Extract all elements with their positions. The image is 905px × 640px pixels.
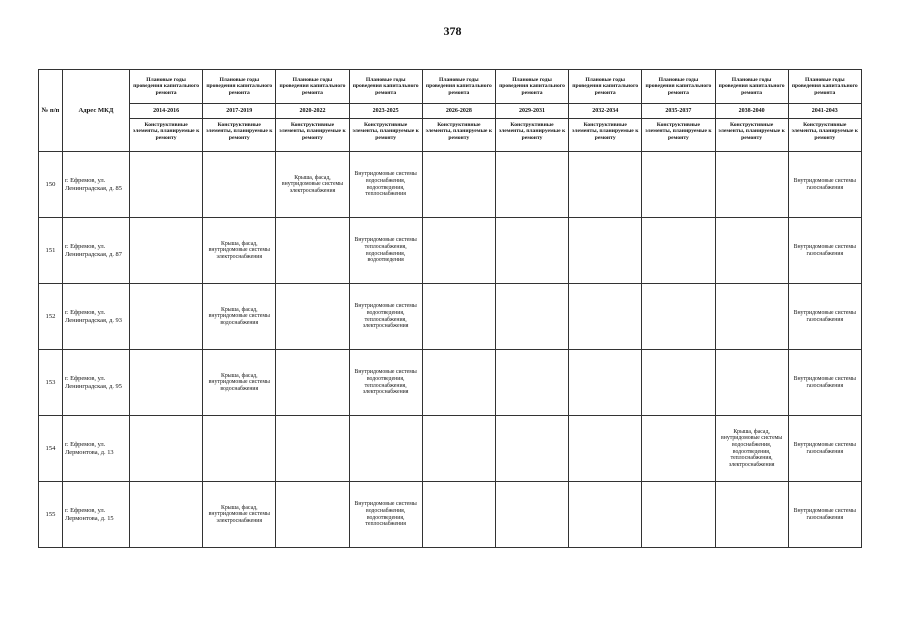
header-structural-elements: Конструктивные элементы, планируемые к ремонту xyxy=(569,119,642,152)
work-cell xyxy=(495,284,568,350)
row-address: г. Ефремов, ул. Ленинградская, д. 93 xyxy=(63,284,130,350)
work-cell xyxy=(495,416,568,482)
header-structural-elements: Конструктивные элементы, планируемые к ремонту xyxy=(715,119,788,152)
row-address: г. Ефремов, ул. Ленинградская, д. 85 xyxy=(63,152,130,218)
header-year-range: 2014-2016 xyxy=(130,104,203,119)
work-cell xyxy=(422,482,495,548)
header-row-planned xyxy=(39,70,862,104)
work-cell xyxy=(569,218,642,284)
header-row-years xyxy=(39,104,862,119)
table-row xyxy=(39,284,862,350)
work-cell: Внутридомовые системы газоснабжения xyxy=(788,284,861,350)
work-cell: Крыша, фасад, внутридомовые системы электроснабжения xyxy=(203,482,276,548)
work-cell xyxy=(349,416,422,482)
row-number: 150 xyxy=(39,152,63,218)
work-cell xyxy=(276,218,349,284)
work-cell xyxy=(495,218,568,284)
header-structural-elements: Конструктивные элементы, планируемые к ремонту xyxy=(203,119,276,152)
header-planned-years: Плановые годы проведения капитального ремонта xyxy=(715,70,788,104)
work-cell xyxy=(130,284,203,350)
header-planned-years: Плановые годы проведения капитального ремонта xyxy=(276,70,349,104)
header-number: № п/п xyxy=(39,70,63,152)
header-year-range: 2038-2040 xyxy=(715,104,788,119)
header-planned-years: Плановые годы проведения капитального ремонта xyxy=(642,70,715,104)
work-cell: Внутридомовые системы газоснабжения xyxy=(788,416,861,482)
header-row-elements xyxy=(39,119,862,152)
work-cell xyxy=(130,152,203,218)
header-planned-years: Плановые годы проведения капитального ремонта xyxy=(495,70,568,104)
header-year-range: 2041-2043 xyxy=(788,104,861,119)
work-cell xyxy=(569,350,642,416)
row-number: 153 xyxy=(39,350,63,416)
header-year-range: 2035-2037 xyxy=(642,104,715,119)
work-cell: Внутридомовые системы водоотведения, теплоснабжения, электроснабжения xyxy=(349,284,422,350)
work-cell xyxy=(422,152,495,218)
header-planned-years: Плановые годы проведения капитального ремонта xyxy=(203,70,276,104)
header-structural-elements: Конструктивные элементы, планируемые к ремонту xyxy=(349,119,422,152)
header-structural-elements: Конструктивные элементы, планируемые к ремонту xyxy=(642,119,715,152)
work-cell xyxy=(569,284,642,350)
header-structural-elements: Конструктивные элементы, планируемые к ремонту xyxy=(130,119,203,152)
work-cell xyxy=(715,218,788,284)
work-cell xyxy=(569,482,642,548)
header-year-range: 2017-2019 xyxy=(203,104,276,119)
work-cell xyxy=(203,152,276,218)
table-row xyxy=(39,218,862,284)
work-cell xyxy=(130,482,203,548)
work-cell xyxy=(276,350,349,416)
row-number: 155 xyxy=(39,482,63,548)
header-structural-elements: Конструктивные элементы, планируемые к ремонту xyxy=(422,119,495,152)
capital-repair-schedule-table xyxy=(38,69,862,548)
work-cell xyxy=(715,350,788,416)
work-cell: Внутридомовые системы газоснабжения xyxy=(788,152,861,218)
work-cell xyxy=(276,416,349,482)
work-cell: Внутридомовые системы водоснабжения, водоотведения, теплоснабжения xyxy=(349,482,422,548)
table-row xyxy=(39,482,862,548)
row-address: г. Ефремов, ул. Ленинградская, д. 95 xyxy=(63,350,130,416)
work-cell xyxy=(642,350,715,416)
header-year-range: 2023-2025 xyxy=(349,104,422,119)
work-cell: Крыша, фасад, внутридомовые системы электроснабжения xyxy=(276,152,349,218)
work-cell: Внутридомовые системы теплоснабжения, водоснабжения, водоотведения xyxy=(349,218,422,284)
header-structural-elements: Конструктивные элементы, планируемые к ремонту xyxy=(495,119,568,152)
work-cell xyxy=(495,482,568,548)
work-cell: Внутридомовые системы водоотведения, теплоснабжения, электроснабжения xyxy=(349,350,422,416)
page-number: 378 xyxy=(443,24,462,38)
header-address: Адрес МКД xyxy=(63,70,130,152)
work-cell: Внутридомовые системы газоснабжения xyxy=(788,350,861,416)
header-year-range: 2032-2034 xyxy=(569,104,642,119)
row-address: г. Ефремов, ул. Лермонтова, д. 13 xyxy=(63,416,130,482)
work-cell xyxy=(422,416,495,482)
work-cell: Внутридомовые системы газоснабжения xyxy=(788,218,861,284)
work-cell xyxy=(642,416,715,482)
row-number: 152 xyxy=(39,284,63,350)
work-cell xyxy=(422,284,495,350)
header-year-range: 2020-2022 xyxy=(276,104,349,119)
header-planned-years: Плановые годы проведения капитального ремонта xyxy=(422,70,495,104)
header-structural-elements: Конструктивные элементы, планируемые к ремонту xyxy=(788,119,861,152)
row-address: г. Ефремов, ул. Лермонтова, д. 15 xyxy=(63,482,130,548)
work-cell xyxy=(715,284,788,350)
work-cell: Крыша, фасад, внутридомовые системы водоснабжения, водоотведения, теплоснабжения, электроснабжения xyxy=(715,416,788,482)
work-cell xyxy=(569,152,642,218)
work-cell xyxy=(642,218,715,284)
table-row xyxy=(39,416,862,482)
row-number: 154 xyxy=(39,416,63,482)
row-number: 151 xyxy=(39,218,63,284)
row-address: г. Ефремов, ул. Ленинградская, д. 87 xyxy=(63,218,130,284)
work-cell: Внутридомовые системы водоснабжения, водоотведения, теплоснабжения xyxy=(349,152,422,218)
work-cell xyxy=(422,350,495,416)
work-cell xyxy=(495,152,568,218)
work-cell xyxy=(715,152,788,218)
header-planned-years: Плановые годы проведения капитального ремонта xyxy=(788,70,861,104)
table-body xyxy=(39,152,862,548)
work-cell: Внутридомовые системы газоснабжения xyxy=(788,482,861,548)
header-year-range: 2029-2031 xyxy=(495,104,568,119)
work-cell xyxy=(495,350,568,416)
work-cell xyxy=(642,284,715,350)
work-cell xyxy=(642,152,715,218)
work-cell xyxy=(130,416,203,482)
header-planned-years: Плановые годы проведения капитального ремонта xyxy=(130,70,203,104)
header-planned-years: Плановые годы проведения капитального ремонта xyxy=(569,70,642,104)
work-cell xyxy=(715,482,788,548)
table-row xyxy=(39,350,862,416)
header-year-range: 2026-2028 xyxy=(422,104,495,119)
work-cell xyxy=(569,416,642,482)
table-row xyxy=(39,152,862,218)
work-cell xyxy=(130,218,203,284)
work-cell xyxy=(203,416,276,482)
work-cell xyxy=(130,350,203,416)
work-cell xyxy=(642,482,715,548)
work-cell xyxy=(276,284,349,350)
work-cell xyxy=(422,218,495,284)
header-structural-elements: Конструктивные элементы, планируемые к ремонту xyxy=(276,119,349,152)
table-header xyxy=(39,70,862,152)
work-cell xyxy=(276,482,349,548)
work-cell: Крыша, фасад, внутридомовые системы водоснабжения xyxy=(203,350,276,416)
header-planned-years: Плановые годы проведения капитального ремонта xyxy=(349,70,422,104)
work-cell: Крыша, фасад, внутридомовые системы водоснабжения xyxy=(203,284,276,350)
work-cell: Крыша, фасад, внутридомовые системы электроснабжения xyxy=(203,218,276,284)
